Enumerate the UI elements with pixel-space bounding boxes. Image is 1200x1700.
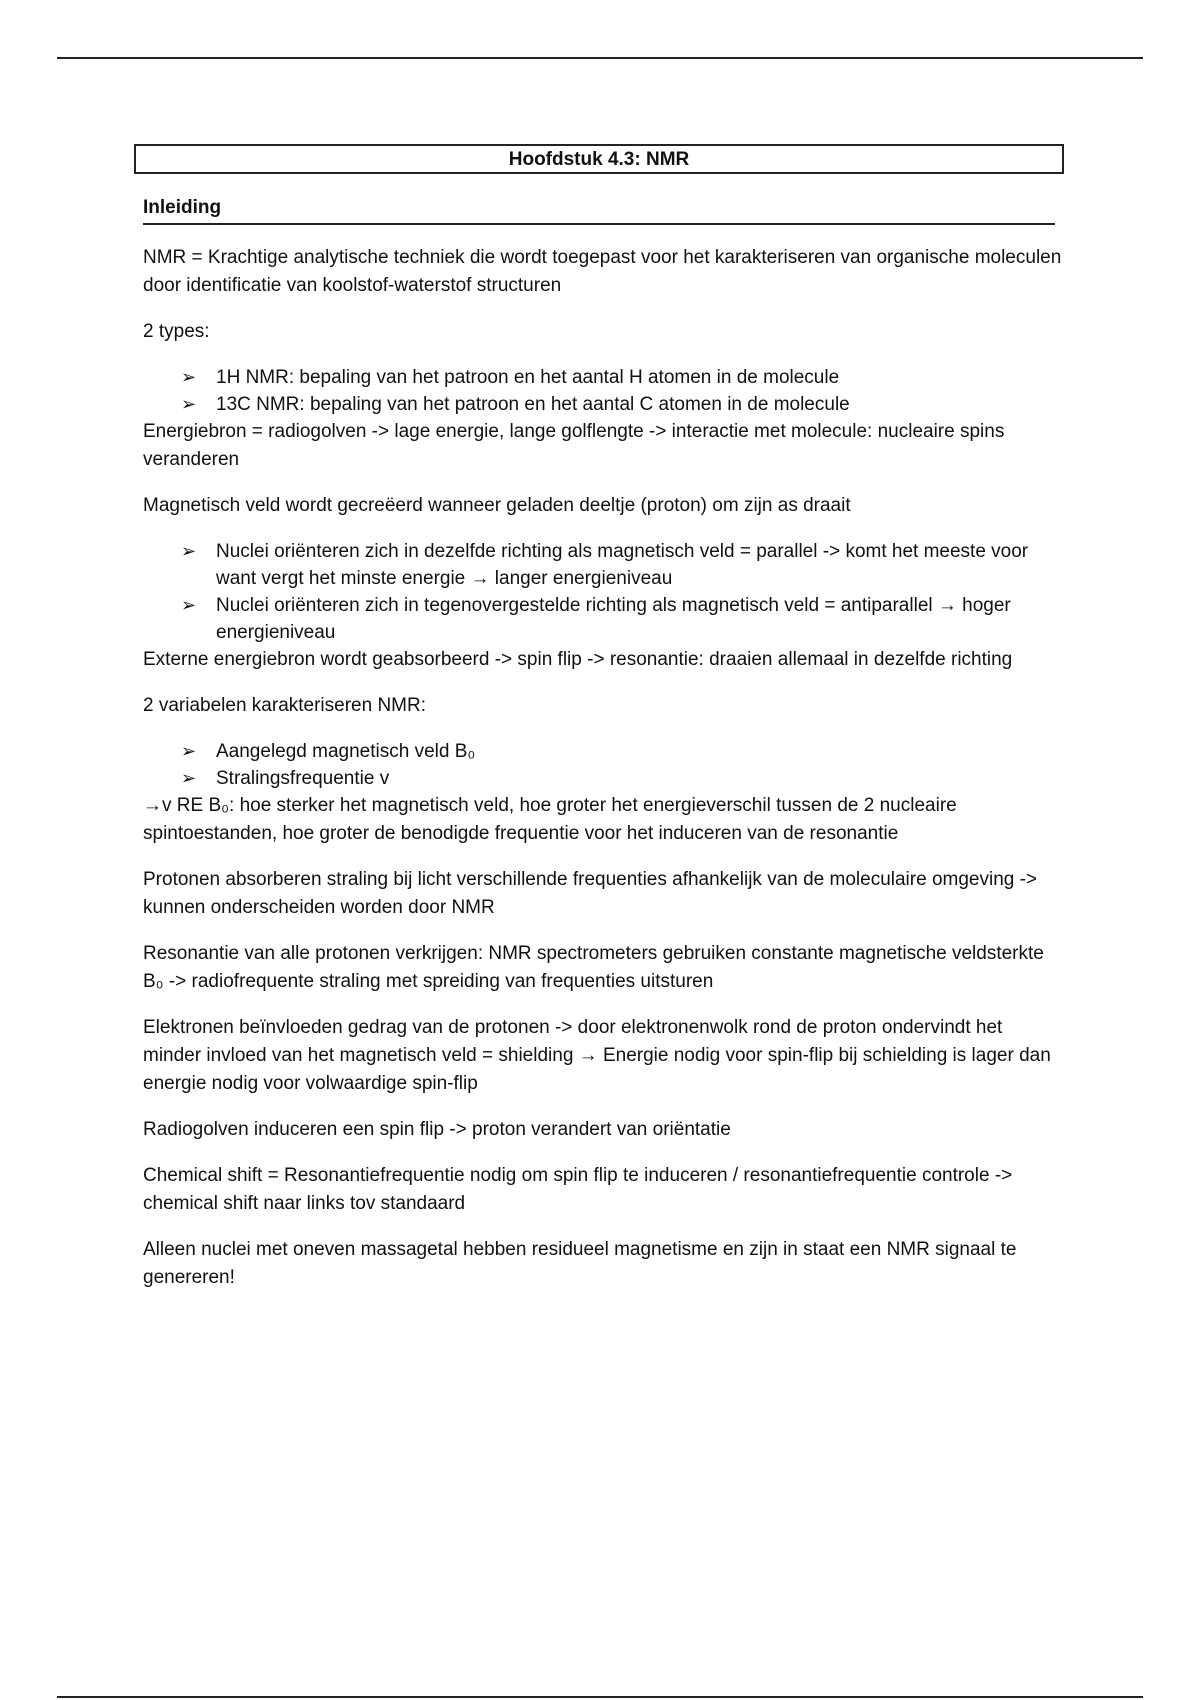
- paragraph-proton-absorption: Protonen absorberen straling bij licht verschillende frequenties afhankelijk van de moleculaire omgeving -> kunnen onderscheiden worden door NMR: [143, 869, 1038, 918]
- paragraph-nmr-definition: NMR = Krachtige analytische techniek die wordt toegepast voor het karakteriseren van organische moleculen door identificatie van koolstof-waterstof structuren: [143, 247, 1062, 296]
- arrow-bullet-icon: ➢: [181, 394, 197, 414]
- document-body: [143, 244, 1063, 1310]
- paragraph-energy-source: Energiebron = radiogolven -> lage energie, lange golflengte -> interactie met molecule: nucleaire spins veranderen: [143, 421, 1005, 470]
- arrow-bullet-icon: ➢: [181, 768, 197, 788]
- paragraph-resonance: Resonantie van alle protonen verkrijgen: NMR spectrometers gebruiken constante magnetische veldsterkte B₀ -> radiofrequente straling met spreiding van frequenties uitsturen: [143, 943, 1044, 992]
- list-item-text: 13C NMR: bepaling van het patroon en het aantal C atomen in de molecule: [216, 394, 850, 415]
- arrow-bullet-icon: ➢: [181, 741, 197, 761]
- arrow-bullet-icon: ➢: [181, 541, 197, 561]
- paragraph-odd-mass-number: Alleen nuclei met oneven massagetal hebben residueel magnetisme en zijn in staat een NMR signaal te genereren!: [143, 1239, 1017, 1288]
- list-nuclei-orientation: [143, 538, 1063, 646]
- chapter-title: Hoofdstuk 4.3: NMR: [134, 144, 1064, 174]
- section-heading: Inleiding: [143, 196, 1055, 225]
- page-top-rule: [57, 57, 1143, 59]
- list-item: [143, 738, 1063, 765]
- paragraph-magnetic-field: Magnetisch veld wordt gecreëerd wanneer geladen deeltje (proton) om zijn as draait: [143, 495, 851, 516]
- arrow-bullet-icon: ➢: [181, 367, 197, 387]
- list-item: [143, 765, 1063, 792]
- list-item: [143, 538, 1063, 592]
- list-item-text: Nuclei oriënteren zich in dezelfde richting als magnetisch veld = parallel -> komt het meeste voor want vergt het minste energie → langer energieniveau: [216, 541, 1029, 589]
- paragraph-variables-intro: 2 variabelen karakteriseren NMR:: [143, 695, 427, 716]
- list-item-text: Stralingsfrequentie v: [216, 768, 390, 789]
- list-item: [143, 592, 1063, 646]
- paragraph-shielding: Elektronen beïnvloeden gedrag van de protonen -> door elektronenwolk rond de proton ondervindt het minder invloed van het magnetisch veld = shielding → Energie nodig voor spin-flip bij schielding is lager dan energie nodig voor volwaardige spin-flip: [143, 1017, 1051, 1094]
- list-item-text: Aangelegd magnetisch veld B₀: [216, 741, 476, 762]
- paragraph-chemical-shift: Chemical shift = Resonantiefrequentie nodig om spin flip te induceren / resonantiefrequentie controle -> chemical shift naar links tov standaard: [143, 1165, 1013, 1214]
- list-variables: [143, 738, 1063, 792]
- page-bottom-rule: [57, 1696, 1143, 1698]
- list-nmr-types: [143, 364, 1063, 418]
- paragraph-frequency-relation: →v RE B₀: hoe sterker het magnetisch veld, hoe groter het energieverschil tussen de 2 nucleaire spintoestanden, hoe groter de benodigde frequentie voor het induceren van de resonantie: [143, 795, 957, 844]
- list-item: [143, 391, 1063, 418]
- arrow-bullet-icon: ➢: [181, 595, 197, 615]
- list-item-text: 1H NMR: bepaling van het patroon en het aantal H atomen in de molecule: [216, 367, 840, 388]
- paragraph-spin-flip: Externe energiebron wordt geabsorbeerd -> spin flip -> resonantie: draaien allemaal in dezelfde richting: [143, 649, 1013, 670]
- list-item-text: Nuclei oriënteren zich in tegenovergestelde richting als magnetisch veld = antiparallel → hoger energieniveau: [216, 595, 1011, 643]
- paragraph-radio-waves: Radiogolven induceren een spin flip -> proton verandert van oriëntatie: [143, 1119, 731, 1140]
- paragraph-types-intro: 2 types:: [143, 321, 210, 342]
- list-item: [143, 364, 1063, 391]
